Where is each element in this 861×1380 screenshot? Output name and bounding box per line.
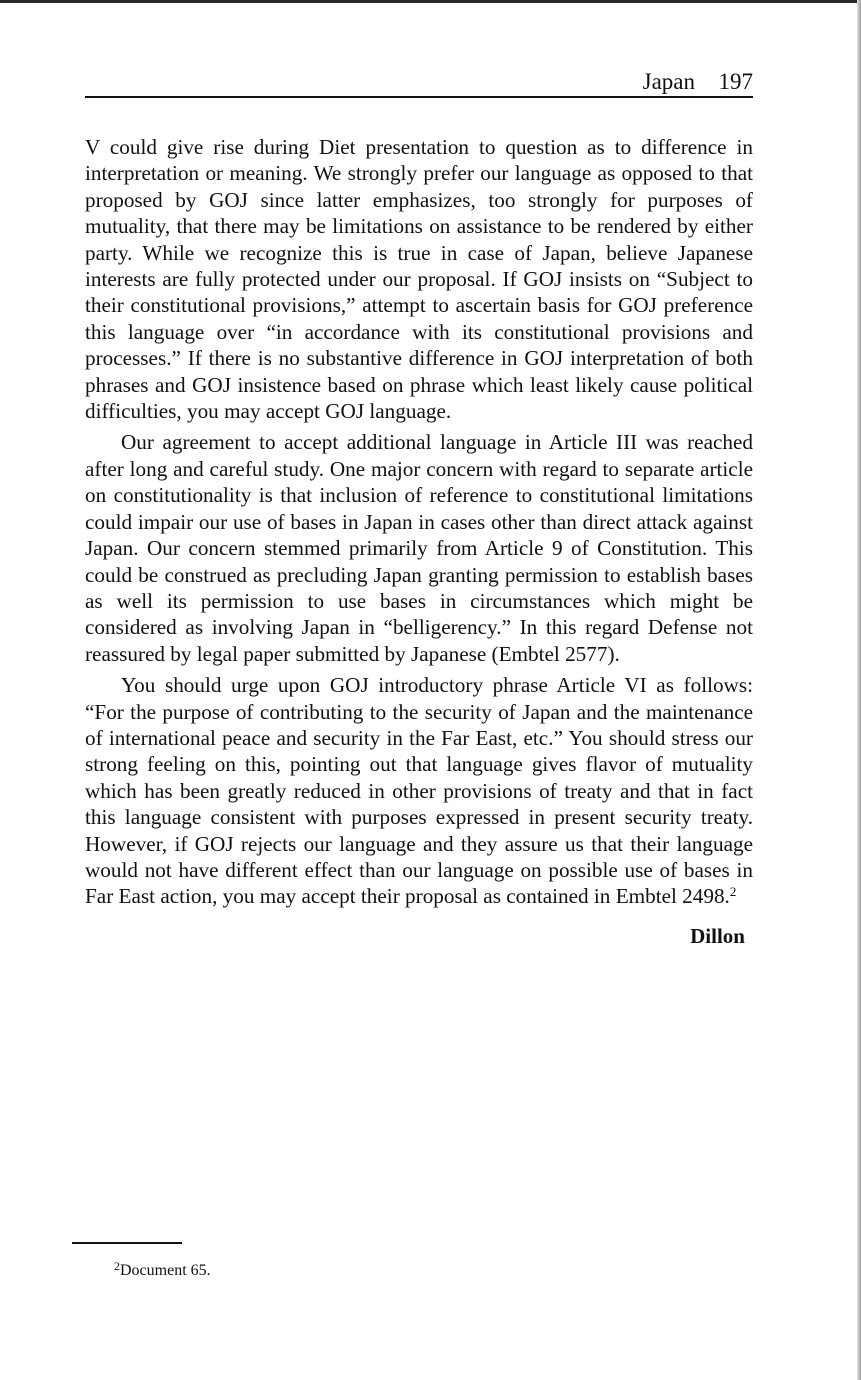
footnote — [114, 1259, 211, 1280]
footnote-text: Document 65. — [120, 1262, 211, 1279]
page-top-edge — [0, 0, 861, 3]
page-binding-edge — [857, 0, 861, 1380]
page-number: 197 — [718, 69, 753, 94]
running-head-title: Japan — [642, 69, 695, 94]
paragraph-3 — [85, 672, 753, 910]
footnote-divider — [72, 1242, 182, 1244]
paragraph-2 — [85, 429, 753, 667]
paragraph-3-text: You should urge upon GOJ introductory phrase Article VI as follows: “For the purpose of contributing to the security of Japan and the maintenance of international peace and security in the Far East, etc.” You should stress our strong feeling on this, pointing out that language gives flavor of mutuality which has been greatly reduced in other provisions of treaty and that in fact this language consistent with purposes expressed in present security treaty. However, if GOJ rejects our language and they assure us that their language would not have different effect than our language on possible use of bases in Far East action, you may accept their proposal as contained in Embtel 2498. — [85, 673, 753, 909]
document-page — [85, 62, 753, 949]
footnote-marker: 2 — [114, 1259, 120, 1273]
paragraph-1 — [85, 134, 753, 424]
signature: Dillon — [690, 923, 745, 948]
paragraph-1-text: V could give rise during Diet presentation to question as to difference in interpretation or meaning. We strongly prefer our language as opposed to that proposed by GOJ since latter emphasizes, too strongly for purposes of mutuality, that there may be limitations on assistance to be rendered by either party. While we recognize this is true in case of Japan, believe Japanese interests are fully protected under our proposal. If GOJ insists on “Subject to their constitutional provisions,” attempt to ascertain basis for GOJ preference this language over “in accordance with its constitutional provisions and processes.” If there is no substantive difference in GOJ interpretation of both phrases and GOJ insistence based on phrase which least likely cause political difficulties, you may accept GOJ language. — [85, 135, 753, 424]
paragraph-2-text: Our agreement to accept additional language in Article III was reached after long and careful study. One major concern with regard to separate article on constitutionality is that inclusion of reference to constitutional limitations could impair our use of bases in Japan in cases other than direct attack against Japan. Our concern stemmed primarily from Article 9 of Constitution. This could be construed as precluding Japan granting permission to establish bases as well its permission to use bases in circumstances which might be considered as involving Japan in “belligerency.” In this regard Defense not reassured by legal paper submitted by Japanese (Embtel 2577). — [85, 430, 753, 666]
footnote-reference: 2 — [729, 884, 737, 900]
body-text — [85, 134, 753, 910]
running-header — [85, 62, 753, 98]
